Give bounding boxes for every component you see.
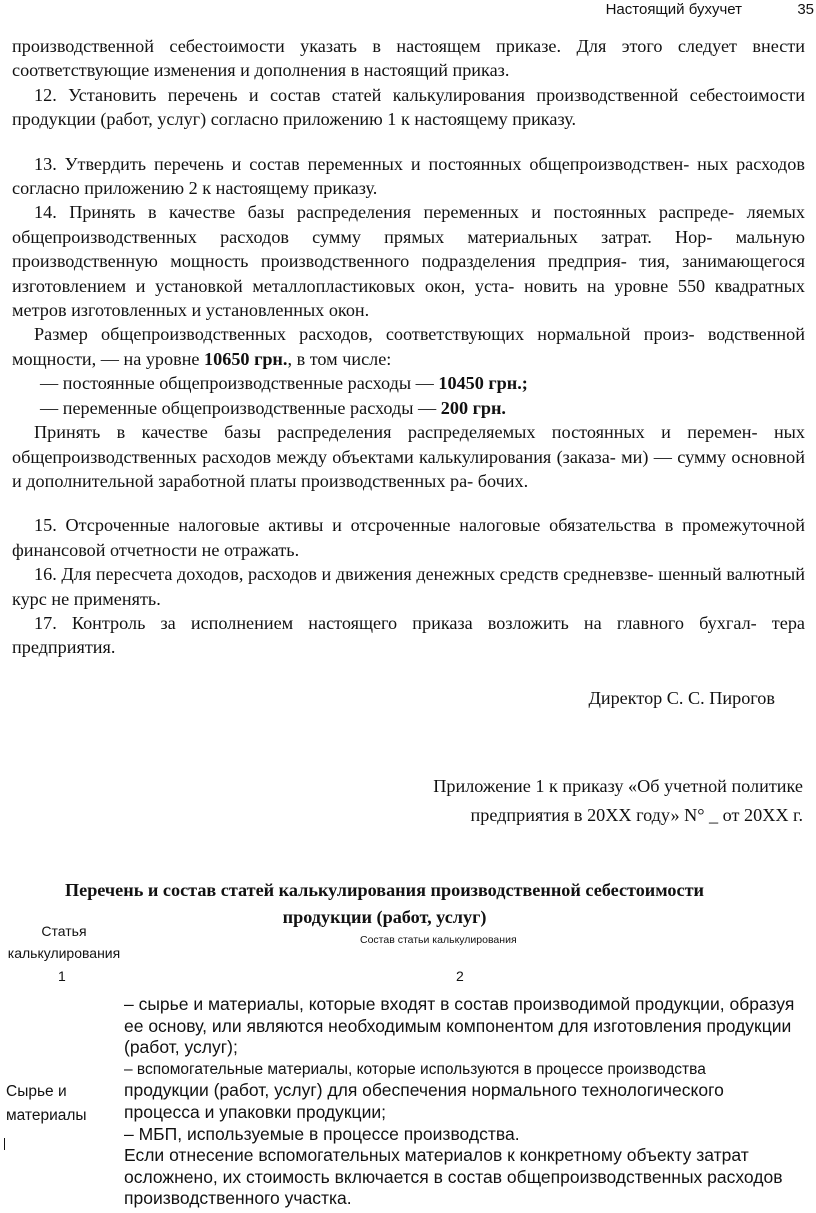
running-title: Настоящий бухучет — [605, 1, 742, 18]
paragraph-allocation-base: Принять в качестве базы распределения распределяемых постоянных и перемен- ных общепроизводственных расходов между объектами калькулирования (заказа- ми) — сумму основной и дополнительной заработной платы производственных ра- бочих. — [12, 422, 805, 491]
paragraph-13: 13. Утвердить перечень и состав переменных и постоянных общепроизводствен- ных расходов согласно приложению 2 к настоящему приказу. — [12, 153, 805, 199]
page-header — [0, 0, 816, 24]
row-1-item: Если отнесение вспомогательных материалов к конкретному объекту затрат осложнено, их стоимость включается в состав общепроизводственных расходов производственного участка. — [124, 1145, 783, 1209]
appendix-line-1: Приложение 1 к приказу «Об учетной политике — [433, 776, 803, 797]
row-1-label — [6, 1080, 87, 1128]
cell-border-fragment — [4, 1138, 5, 1150]
overhead-size-text: Размер общепроизводственных расходов, соответствующих нормальной произ- водственной мощности, — на уровне — [12, 324, 805, 369]
overhead-size-tail: , в том числе: — [287, 348, 392, 369]
paragraph-16: 16. Для пересчета доходов, расходов и движения денежных средств средневзве- шенный валютный курс не применять. — [12, 564, 805, 609]
row-1-item: – вспомогательные материалы, которые используются в процессе производства — [124, 1060, 706, 1078]
table-heading-line-1: Перечень и состав статей калькулирования производственной себестоимости — [64, 879, 705, 900]
row-1-item: – сырье и материалы, которые входят в состав производимой продукции, образуя ее основу, или являются необходимым компонентом для изготовления продукции (работ, услуг); — [124, 994, 795, 1058]
row-1-item: – МБП, используемые в процессе производства. — [124, 1123, 520, 1144]
paragraph-12: 12. Установить перечень и состав статей калькулирования производственной себестоимости продукции (работ, услуг) согласно приложению 1 к настоящему приказу. — [12, 84, 805, 130]
column-1-header — [4, 920, 124, 964]
paragraph-continuation: производственной себестоимости указать в настоящем приказе. Для этого следует внести соответствующие изменения и дополнения в настоящий приказ. — [12, 36, 805, 81]
column-1-header-line-2: калькулирования — [7, 945, 121, 961]
variable-overhead-value: 200 грн. — [440, 397, 506, 418]
variable-overhead-text: — переменные общепроизводственные расходы — — [40, 397, 441, 418]
paragraph-15: 15. Отсроченные налоговые активы и отсроченные налоговые обязательства в промежуточной финансовой отчетности не отражать. — [12, 515, 805, 560]
document-body — [12, 34, 805, 931]
fixed-overhead-text: — постоянные общепроизводственные расходы — — [40, 373, 439, 394]
column-2-number: 2 — [456, 968, 464, 984]
overhead-size-value: 10650 грн. — [204, 348, 288, 369]
column-2-header: Состав статьи калькулирования — [360, 934, 517, 946]
column-1-header-line-1: Статья — [41, 923, 87, 939]
column-1-number: 1 — [58, 968, 66, 984]
paragraph-17: 17. Контроль за исполнением настоящего приказа возложить на главного бухгал- тера предприятия. — [12, 612, 805, 658]
fixed-overhead-value: 10450 грн.; — [438, 373, 528, 394]
fixed-overhead-line — [12, 371, 805, 395]
row-1-content — [124, 994, 804, 1210]
row-1-item: продукции (работ, услуг) для обеспечения нормального технологического процесса и упаковки продукции; — [124, 1080, 724, 1122]
paragraph-overhead-size — [12, 322, 805, 371]
variable-overhead-line — [12, 396, 805, 420]
director-signature: Директор С. С. Пирогов — [588, 687, 775, 708]
row-1-label-line-1: Сырье и — [6, 1083, 67, 1100]
appendix-line-2: предприятия в 20ХХ году» N° _ от 20ХХ г. — [470, 804, 803, 825]
table-heading-line-2: продукции (работ, услуг) — [282, 906, 487, 927]
paragraph-14: 14. Принять в качестве базы распределения переменных и постоянных распреде- ляемых общепроизводственных расходов сумму прямых материальных затрат. Нор- мальную производственную мощность производственного подразделения предприя- тия, занимающегося изготовлением и установкой металлопластиковых окон, уста- новить на уровне 550 квадратных метров изготовленных и установленных окон. — [12, 202, 805, 321]
row-1-label-line-2: материалы — [6, 1107, 87, 1124]
page-number: 35 — [797, 1, 814, 18]
